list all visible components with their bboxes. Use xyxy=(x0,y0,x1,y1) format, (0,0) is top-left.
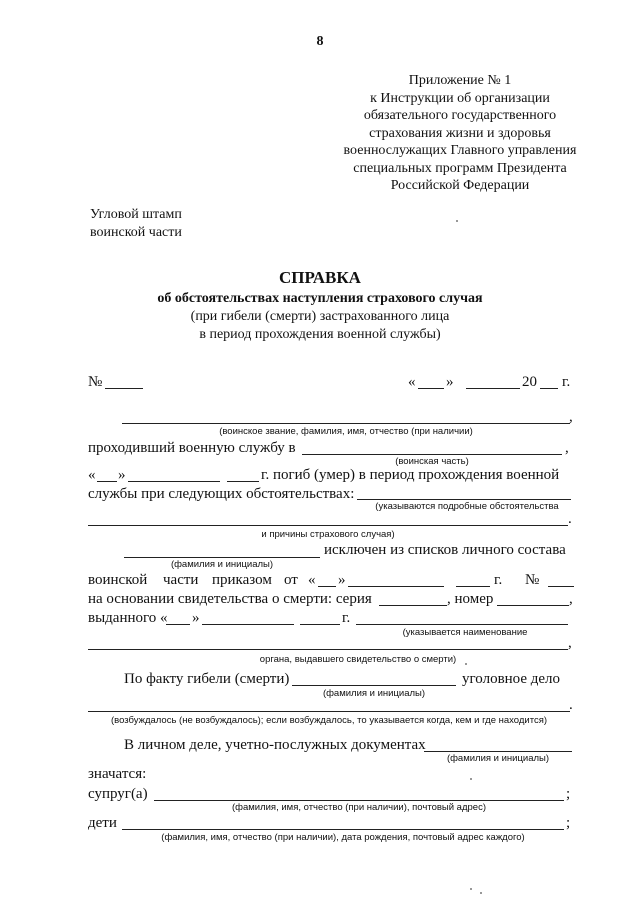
rank-name-field[interactable] xyxy=(122,423,570,424)
date-month-field[interactable] xyxy=(466,388,520,389)
death-month-field[interactable] xyxy=(128,481,220,482)
caption-children: (фамилия, имя, отчество (при наличии), дата рождения, почтовый адрес каждого) xyxy=(161,832,525,843)
excluded-label: исключен из списков личного состава xyxy=(324,542,566,558)
children-field[interactable] xyxy=(122,829,564,830)
personal-name-field[interactable] xyxy=(424,751,572,752)
spouse-field[interactable] xyxy=(154,800,564,801)
document-subtitle-2: (при гибели (смерти) застрахованного лица xyxy=(190,309,450,324)
issued-year-label: г. xyxy=(342,610,351,626)
caption-circumstances: (указываются подробные обстоятельства xyxy=(375,501,559,512)
document-subtitle: об обстоятельствах наступления страхового случая xyxy=(157,291,483,306)
caption-fio-2: (фамилия и инициалы) xyxy=(322,688,426,699)
circumstances-field[interactable] xyxy=(357,499,571,500)
case-status-field[interactable] xyxy=(88,711,570,712)
number-field[interactable] xyxy=(105,388,143,389)
fact-name-field[interactable] xyxy=(292,685,456,686)
corner-stamp xyxy=(90,206,182,242)
appendix-line: Приложение № 1 xyxy=(408,73,512,88)
served-label: проходивший военную службу в xyxy=(88,440,296,456)
series-field[interactable] xyxy=(379,605,447,606)
caption-fio-3: (фамилия и инициалы) xyxy=(446,753,550,764)
death-year-field[interactable] xyxy=(227,481,259,482)
stamp-line: воинской части xyxy=(90,225,182,240)
spouse-label: супруг(а) xyxy=(88,786,148,802)
issued-label: выданного « xyxy=(88,610,168,626)
order-word-b: части xyxy=(163,572,199,588)
date-year-prefix: 20 xyxy=(522,374,537,390)
listed-label: значатся: xyxy=(88,766,147,782)
number-word: , номер xyxy=(447,591,494,607)
order-word-d: от xyxy=(284,572,298,588)
document-subtitle-3: в период прохождения военной службы) xyxy=(199,327,441,342)
document-title: СПРАВКА xyxy=(279,268,361,287)
fact-label: По факту гибели (смерти) xyxy=(124,671,290,687)
excluded-name-field[interactable] xyxy=(124,557,320,558)
issued-month-field[interactable] xyxy=(202,624,294,625)
personal-file-label: В личном деле, учетно-послужных документах xyxy=(124,737,426,753)
death-day-field[interactable] xyxy=(97,481,117,482)
stamp-line: Угловой штамп xyxy=(90,207,182,222)
children-label: дети xyxy=(88,815,117,831)
order-year-field[interactable] xyxy=(456,586,490,587)
circumstances-field-2[interactable] xyxy=(88,525,568,526)
date-day-field[interactable] xyxy=(418,388,444,389)
caption-naming: (указывается наименование xyxy=(402,627,528,638)
issued-year-field[interactable] xyxy=(300,624,340,625)
caption-organ: органа, выдавшего свидетельство о смерти) xyxy=(259,654,457,665)
cert-number-field[interactable] xyxy=(497,605,569,606)
appendix-line: страхования жизни и здоровья xyxy=(369,125,551,141)
issuing-organ-field[interactable] xyxy=(356,624,568,625)
appendix-block xyxy=(330,72,590,195)
appendix-line: к Инструкции об организации xyxy=(370,90,550,106)
appendix-line: специальных программ Президента xyxy=(353,160,567,176)
criminal-case-label: уголовное дело xyxy=(462,671,561,687)
appendix-line: военнослужащих Главного управления xyxy=(343,143,577,158)
number-label: № xyxy=(88,374,103,390)
service-circ-label: службы при следующих обстоятельствах: xyxy=(88,486,355,502)
order-year-label: г. xyxy=(494,572,503,588)
order-word-a: воинской xyxy=(88,572,148,588)
caption-reasons: и причины страхового случая) xyxy=(261,529,395,540)
appendix-line: обязательного государственного xyxy=(363,108,557,123)
page-number: 8 xyxy=(316,34,324,49)
appendix-line: Российской Федерации xyxy=(390,178,530,193)
order-word-c: приказом xyxy=(212,572,272,588)
caption-fio-1: (фамилия и инициалы) xyxy=(170,559,274,570)
order-number-field[interactable] xyxy=(548,586,574,587)
died-label: г. погиб (умер) в период прохождения военной xyxy=(261,467,560,483)
date-year-suffix: г. xyxy=(562,374,571,390)
caption-unit: (воинская часть) xyxy=(395,456,469,467)
issuing-organ-field-2[interactable] xyxy=(88,649,568,650)
date-open-quote: « xyxy=(408,374,416,390)
caption-case: (возбуждалось (не возбуждалось); если возбуждалось, то указывается когда, кем и где находится) xyxy=(110,715,548,726)
order-day-field[interactable] xyxy=(318,586,336,587)
basis-label: на основании свидетельства о смерти: серия xyxy=(88,591,372,607)
caption-rank-name: (воинское звание, фамилия, имя, отчество (при наличии) xyxy=(219,426,473,437)
date-year-field[interactable] xyxy=(540,388,558,389)
order-no-label: № xyxy=(525,572,540,588)
caption-spouse: (фамилия, имя, отчество (при наличии), почтовый адрес) xyxy=(231,802,486,813)
order-month-field[interactable] xyxy=(348,586,444,587)
issued-day-field[interactable] xyxy=(166,624,190,625)
unit-field[interactable] xyxy=(302,454,562,455)
date-close-quote: » xyxy=(446,374,454,390)
